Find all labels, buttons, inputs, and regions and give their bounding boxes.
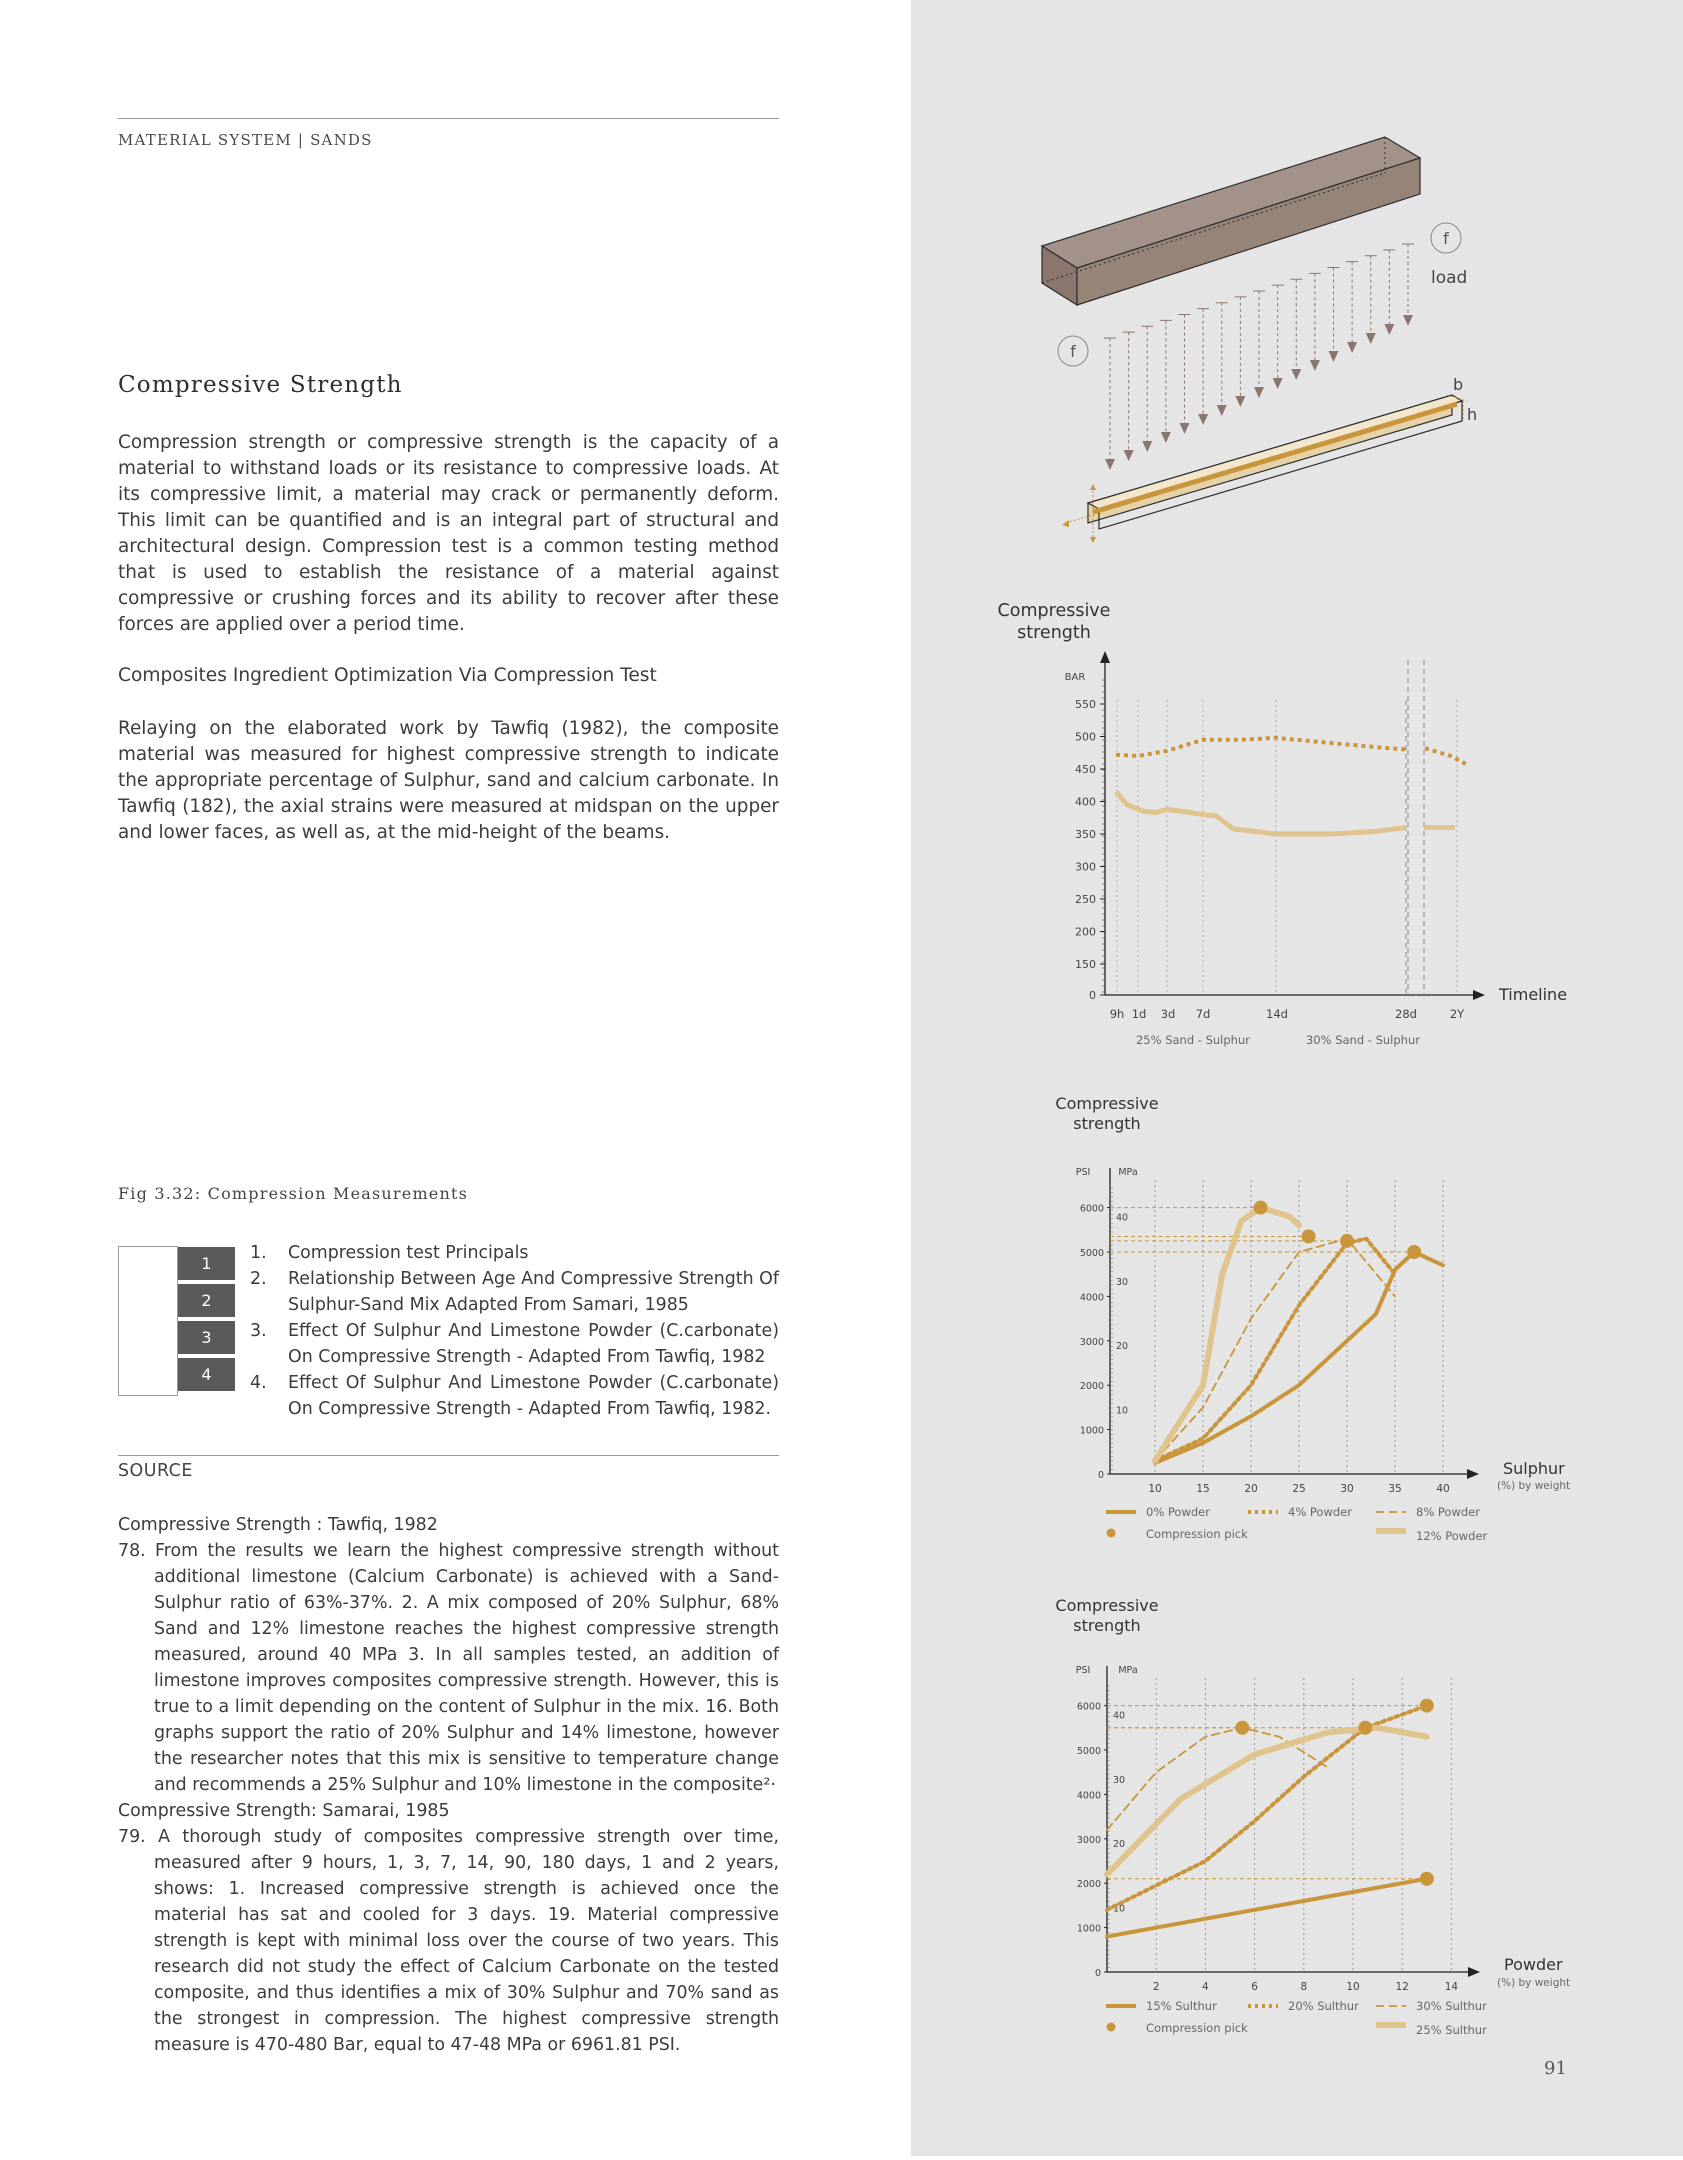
load-arrowhead	[1273, 378, 1283, 389]
chart3-ytick-mpa: 20	[1113, 1839, 1126, 1851]
chart3-xtick-label: 2	[1152, 1981, 1160, 1993]
chart3-legend-label: 15% Sulthur	[1146, 1999, 1217, 2013]
chart3-legend-pick-label: Compression pick	[1146, 2021, 1248, 2035]
chart2-ytick-psi: 5000	[1079, 1248, 1104, 1259]
chart2-ytick-mpa: 10	[1116, 1405, 1129, 1417]
load-arrowhead	[1291, 369, 1301, 380]
load-arrowhead	[1217, 405, 1227, 416]
chart2-legend-label: 12% Powder	[1416, 1529, 1488, 1543]
chart2-xtick-label: 25	[1292, 1483, 1306, 1495]
chart3-series-2	[1107, 1706, 1427, 1910]
chart2-xunit: (%) by weight	[1497, 1480, 1571, 1492]
chart2-ytick-psi: 6000	[1079, 1203, 1104, 1215]
chart3-xtick-label: 8	[1300, 1981, 1308, 1993]
chart1-xtick-label: 7d	[1195, 1007, 1211, 1021]
chart1-xtick-label: 9h	[1109, 1007, 1125, 1021]
chart1-xlabel: Timeline	[1499, 985, 1568, 1004]
chart-powder-vs-strength	[1055, 1596, 1570, 2037]
chart2-legend-label: 0% Powder	[1146, 1505, 1210, 1519]
load-label: load	[1431, 268, 1468, 288]
chart2-series-4	[1155, 1208, 1299, 1461]
chart3-ylabel-line2: strength	[1073, 1616, 1141, 1635]
reference-text: 78. From the results we learn the highest compressive strength without additional limestone (Calcium Carbonate) is achieved with a Sand-Sulphur ratio of 63%-37%. 2. A mix composed of 20% Sulphur, 68% Sand and 12% limestone reaches the highest compressive strength measured, around 40 MPa 3. In all samples tested, an addition of limestone improves composites compressive strength. However, this is true to a limit depending on the content of Sulphur in the mix. 16. Both graphs support the ratio of 20% Sulphur and 14% limestone, however the researcher notes that this mix is sensitive to temperature change and recommends a 25% Sulphur and 10% limestone in the composite²·	[118, 1541, 779, 1795]
page-number: 91	[1544, 2058, 1567, 2079]
figure-number-3: 3	[178, 1321, 235, 1354]
chart2-ytick-mpa: 40	[1116, 1212, 1129, 1224]
chart2-ytick-psi: 3000	[1079, 1336, 1104, 1348]
chart1-ytick-label: 250	[1075, 893, 1096, 906]
reference-text: 79. A thorough study of composites compressive strength over time, measured after 9 hours, 1, 3, 7, 14, 90, 180 days, 1 and 2 years, shows: 1. Increased compressive strength is achieved once the material has sat and cooled for 3 days. 19. Material compressive strength is kept with minimal loss over the course of two years. This research did not study the effect of Calcium Carbonate on the tested composite, and thus identifies a mix of 30% Sulphur and 70% sand as the strongest in compression. The highest compressive strength measure is 470-480 Bar, equal to 47-48 MPa or 6961.81 PSI.	[118, 1827, 779, 2055]
chart3-legend-label: 20% Sulthur	[1288, 1999, 1359, 2013]
figure-number-2: 2	[178, 1284, 235, 1317]
chart3-pick-point	[1358, 1721, 1372, 1735]
chart2-xtick-label: 10	[1148, 1483, 1162, 1495]
header-rule	[118, 118, 779, 119]
subheading: Composites Ingredient Optimization Via Compression Test	[118, 665, 657, 686]
chart1-ylabel-line1: Compressive	[997, 601, 1111, 621]
chart1-yunit: BAR	[1064, 672, 1086, 683]
chart2-xtick-label: 30	[1340, 1483, 1354, 1495]
list-item: 1. Compression test Principals	[250, 1243, 529, 1263]
reference-title: Compressive Strength: Samarai, 1985	[118, 1801, 450, 1821]
chart1-ytick-label: 150	[1075, 958, 1096, 971]
h-label: h	[1467, 405, 1478, 424]
chart3-yunit-psi: PSI	[1075, 1665, 1091, 1676]
chart2-xtick-label: 35	[1388, 1483, 1402, 1495]
chart1-xtick-label: 3d	[1160, 1007, 1176, 1021]
figure-number-1: 1	[178, 1247, 235, 1280]
chart1-series-30	[1116, 738, 1406, 756]
chart2-legend-pick-swatch	[1107, 1529, 1116, 1538]
chart2-series-3	[1155, 1239, 1395, 1461]
figure-panel	[911, 0, 1683, 2156]
chart2-ytick-mpa: 20	[1116, 1341, 1129, 1353]
chart3-ytick-mpa: 30	[1113, 1774, 1126, 1786]
chart3-xlabel: Powder	[1504, 1955, 1563, 1974]
chart3-xtick-label: 6	[1251, 1981, 1258, 1993]
chart3-ytick-psi: 2000	[1076, 1879, 1101, 1891]
chart2-xtick-label: 20	[1244, 1483, 1258, 1495]
chart2-legend-label: 4% Powder	[1288, 1505, 1352, 1519]
chart3-pick-point	[1420, 1699, 1434, 1713]
chart1-series-label: 25% Sand - Sulphur	[1135, 1033, 1251, 1047]
list-item: 2. Relationship Between Age And Compressive Strength Of Sulphur-Sand Mix Adapted From Samari, 1985	[250, 1269, 779, 1315]
load-arrowhead	[1198, 414, 1208, 425]
figure-thumbnail	[118, 1246, 178, 1396]
chart1-ytick-label: 550	[1075, 698, 1096, 711]
chart3-legend-label: 30% Sulthur	[1416, 1999, 1487, 2013]
list-item: 3. Effect Of Sulphur And Limestone Powder (C.carbonate) On Compressive Strength - Adapted From Tawfiq, 1982	[250, 1321, 779, 1367]
chart2-pick-point	[1302, 1229, 1316, 1243]
chart2-xlabel: Sulphur	[1503, 1459, 1565, 1478]
chart3-ytick-mpa: 40	[1113, 1710, 1126, 1722]
chart2-ytick-psi: 1000	[1079, 1425, 1104, 1437]
chart3-ytick-psi: 0	[1094, 1968, 1101, 1979]
chart1-xtick-label: 1d	[1131, 1007, 1147, 1021]
chart3-xtick-label: 10	[1346, 1981, 1360, 1993]
chart3-ytick-psi: 3000	[1076, 1834, 1101, 1846]
chart3-ytick-psi: 4000	[1076, 1790, 1101, 1802]
chart-age-vs-strength	[998, 601, 1567, 1047]
chart3-legend-pick-swatch	[1107, 2023, 1116, 2032]
load-arrowhead	[1310, 360, 1320, 371]
figure-graphics	[911, 0, 1683, 2156]
reference-title: Compressive Strength : Tawfiq, 1982	[118, 1515, 438, 1535]
chart-sulphur-vs-strength	[1055, 1094, 1570, 1543]
chart1-xtick-label: 28d	[1395, 1007, 1417, 1021]
load-arrowhead	[1403, 315, 1413, 326]
chart3-yunit-mpa: MPa	[1118, 1665, 1138, 1676]
chart2-xtick-label: 40	[1436, 1483, 1450, 1495]
references	[118, 1512, 779, 2058]
source-rule	[118, 1455, 779, 1456]
chart3-legend-label: 25% Sulthur	[1416, 2023, 1487, 2037]
chart2-ytick-psi: 4000	[1079, 1292, 1104, 1304]
chart2-ylabel-line2: strength	[1073, 1114, 1141, 1133]
load-arrowhead	[1235, 396, 1245, 407]
neutral-axis	[1093, 404, 1457, 512]
load-arrowhead	[1161, 432, 1171, 443]
chart1-ytick-label: 400	[1075, 795, 1096, 809]
figure-number-4: 4	[178, 1358, 235, 1391]
chart1-ytick-label: 0	[1089, 989, 1096, 1002]
chart3-ytick-psi: 6000	[1076, 1701, 1101, 1713]
chart1-xtick-label: 2Y	[1449, 1007, 1465, 1021]
chart2-ytick-mpa: 30	[1116, 1276, 1129, 1288]
figure-caption: Fig 3.32: Compression Measurements	[118, 1184, 469, 1203]
load-arrowhead	[1347, 342, 1357, 353]
chart1-series-label: 30% Sand - Sulphur	[1305, 1033, 1421, 1047]
chart1-series-25	[1116, 792, 1406, 834]
load-arrowhead	[1180, 423, 1190, 434]
chart2-ytick-psi: 0	[1097, 1470, 1104, 1481]
chart1-series-30-tail	[1425, 748, 1469, 766]
load-arrowhead	[1366, 333, 1376, 344]
chart3-series-4	[1107, 1728, 1427, 1875]
chart3-xtick-label: 4	[1202, 1981, 1209, 1993]
chart3-xtick-label: 12	[1395, 1981, 1409, 1993]
chart3-ytick-mpa: 10	[1113, 1903, 1126, 1915]
chart1-ytick-label: 300	[1075, 860, 1096, 874]
b-label: b	[1453, 375, 1464, 394]
load-arrowhead	[1254, 387, 1264, 398]
chart2-yunit-psi: PSI	[1075, 1167, 1091, 1178]
chart2-ylabel-line1: Compressive	[1055, 1094, 1159, 1113]
chart1-ytick-label: 200	[1075, 925, 1096, 939]
running-head: MATERIAL SYSTEM | SANDS	[118, 131, 373, 149]
chart3-ylabel-line1: Compressive	[1055, 1596, 1159, 1615]
force-label: f	[1443, 229, 1449, 248]
method-paragraph: Relaying on the elaborated work by Tawfiq (1982), the composite material was measured for highest compressive strength to indicate the appropriate percentage of Sulphur, sand and calcium carbonate. In Tawfiq (182), the axial strains were measured at midspan on the upper and lower faces, as well as, at the mid-height of the beams.	[118, 718, 779, 843]
chart2-legend-label: 8% Powder	[1416, 1505, 1480, 1519]
chart2-ytick-psi: 2000	[1079, 1381, 1104, 1393]
section-title: Compressive Strength	[118, 372, 403, 398]
chart2-xtick-label: 15	[1196, 1483, 1210, 1495]
figure-list	[250, 1240, 779, 1422]
list-item: 4. Effect Of Sulphur And Limestone Powder (C.carbonate) On Compressive Strength - Adapted From Tawfiq, 1982.	[250, 1373, 779, 1419]
chart3-pick-point	[1420, 1872, 1434, 1886]
intro-paragraph: Compression strength or compressive strength is the capacity of a material to withstand loads or its resistance to compressive loads. At its compressive limit, a material may crack or permanently deform. This limit can be quantified and is an integral part of structural and architectural design. Compression test is a common testing method that is used to establish the resistance of a material against compressive or crushing forces and its ability to recover after these forces are applied over a period time.	[118, 432, 779, 635]
load-arrowhead	[1124, 450, 1134, 461]
chart2-pick-point	[1407, 1245, 1421, 1259]
chart3-ytick-psi: 1000	[1076, 1923, 1101, 1935]
chart2-yunit-mpa: MPa	[1118, 1167, 1138, 1178]
load-arrowhead	[1142, 441, 1152, 452]
chart3-ytick-psi: 5000	[1076, 1746, 1101, 1757]
chart2-series-2	[1155, 1239, 1395, 1461]
force-label: f	[1070, 342, 1076, 361]
chart1-ylabel-line2: strength	[1017, 623, 1091, 643]
chart2-pick-point	[1254, 1201, 1268, 1215]
chart3-xtick-label: 14	[1444, 1981, 1459, 1993]
chart1-ytick-label: 450	[1075, 763, 1096, 776]
beam-diagram	[1042, 137, 1477, 543]
chart1-xtick-label: 14d	[1266, 1007, 1288, 1021]
load-arrowhead	[1384, 324, 1394, 335]
source-label: SOURCE	[118, 1461, 193, 1481]
chart3-xunit: (%) by weight	[1497, 1977, 1571, 1989]
load-arrowhead	[1105, 459, 1115, 470]
load-arrowhead	[1329, 351, 1339, 362]
chart3-pick-point	[1235, 1721, 1249, 1735]
test-beam-top	[1088, 395, 1462, 509]
chart2-pick-point	[1340, 1234, 1354, 1248]
chart1-ytick-label: 350	[1075, 828, 1096, 841]
chart2-legend-pick-label: Compression pick	[1146, 1527, 1248, 1541]
chart1-ytick-label: 500	[1075, 730, 1096, 744]
